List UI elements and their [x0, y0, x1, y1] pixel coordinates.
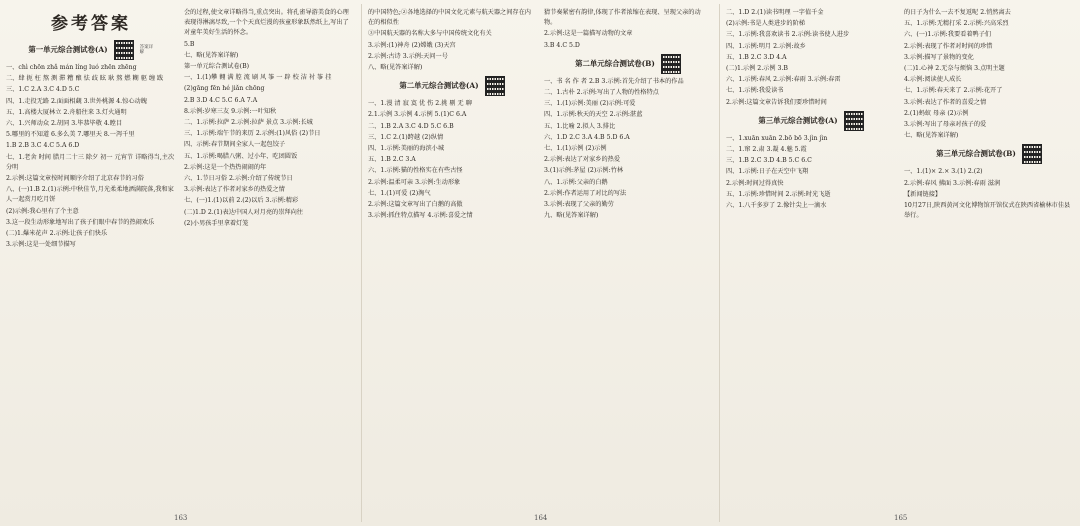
answer-line: 九、略(见答案详解) [544, 212, 599, 220]
answer-line: (二)1.D 2.(1)表达中国人对月亮的崇拜向往 [184, 208, 303, 216]
answer-line: 2.示例:古诗 3.示例:天问一号 [368, 52, 448, 60]
answer-line: 2.示例:这是一个热热闹闹的年 [184, 163, 267, 171]
answer-line: 三、1.C 2.(1)跨越 (2)纵情 [368, 133, 444, 141]
qr-code-icon [844, 111, 864, 131]
answer-line: 2.示例:这是一篇描写动物的文章 [544, 30, 633, 38]
answer-line: 七、1.(1)示例 (2)示例 [544, 145, 607, 153]
answer-line: 【新闻链接】 [904, 190, 942, 198]
page-165-column-2 [904, 8, 1074, 508]
answer-line: 2.示例:作者运用了对比的写法 [544, 189, 627, 197]
answer-line: 二、1.窜 2.肃 3.凝 4.魅 5.霞 [726, 146, 807, 154]
answer-line: 一、1.(1)攀 翱 满 腔 流 刷 风 筝 一 辟 校 洁 衬 筝 挂 [184, 74, 332, 82]
section-title: 第三单元综合测试卷(A) [758, 115, 838, 125]
page-163-column-2 [184, 8, 354, 508]
answer-line: 四、1.示例:美丽的海滨小城 [368, 145, 445, 153]
section-title: 第一单元综合测试卷(A) [28, 44, 108, 54]
page-number: 165 [894, 514, 908, 522]
answer-line: 六、1.示例:春风 2.示例:春雨 3.示例:春雷 [726, 76, 841, 84]
qr-code-icon [114, 40, 134, 60]
answer-line: 5.哪里的不知道 6.多么美 7.哪里天 8.一泻千里 [6, 131, 135, 139]
answer-line: 猜节奏紧密有韵律,体现了作者浓缩在表现、呈现父亲的动物。 [544, 9, 701, 27]
answer-line: 二、1.D 2.(1)读书明理 一字值千金 [726, 9, 824, 16]
answer-line: 六、1.八千多岁了 2.像针尖上一滴水 [726, 202, 827, 210]
answer-line: 第一单元综合测试卷(B) [184, 63, 250, 71]
answer-line: (二)1.爆米花声 2.示例:让孩子们快乐 [6, 230, 108, 238]
answer-line: (2)小男孩手里拿着灯笼 [184, 219, 249, 227]
answer-line: 五、1.高楼大厦林立 2.舟船往来 3.灯火通明 [6, 108, 127, 116]
answer-line: 八、略(见答案详解) [368, 64, 423, 72]
answer-list [368, 8, 536, 221]
page-164 [361, 4, 719, 522]
page-163 [0, 4, 360, 522]
answer-line: 3.示例:抓住特点描写 4.示例:喜爱之情 [368, 212, 473, 220]
section-heading [368, 76, 536, 96]
answer-line: 六、1.D 2.C 3.A 4.B 5.D 6.A [544, 133, 630, 141]
qr-label: 答案详解 [139, 45, 154, 55]
answer-line: 三、1.C 2.A 3.C 4.D 5.C [6, 86, 80, 94]
answer-line: 五、1.B 2.C 3.A [368, 156, 416, 164]
answer-line: 2.示例:时间过得真快 [726, 179, 784, 187]
qr-code-icon [1022, 144, 1042, 164]
section-heading [904, 144, 1074, 164]
answer-line: 三、1.(1)示例:美丽 (2)示例:可爱 [544, 100, 636, 108]
answer-line: 四、1.示例:明月 2.示例:故乡 [726, 42, 806, 50]
answer-line: 5.B [184, 40, 195, 48]
answer-line: 一、1.xuān xuān 2.bō bō 3.jìn jìn [726, 134, 828, 142]
answer-line: ③中国航天器的名称大多与中国传统文化有关 [368, 30, 492, 38]
section-heading [6, 40, 176, 60]
section-title: 第二单元综合测试卷(A) [399, 81, 479, 91]
answer-line: (2)示例:书是人类进步的阶梯 [726, 20, 805, 28]
answer-line: 一、chì chōn zhǎ mán líng luó zhēn zhēng [6, 64, 137, 71]
answer-list [904, 8, 1074, 221]
answer-line: 2.示例:表现了作者对时间的珍惜 [904, 42, 993, 50]
answer-line: 10月27日,陕西黄河文化博物馆开馆仪式在陕西省榆林市佳县举行。 [904, 202, 1071, 220]
answer-line: 3.示例:(1)神舟 (2)嫦娥 (3)天宫 [368, 41, 456, 49]
qr-code-icon [661, 54, 681, 74]
answer-line: 2.示例:春风 拂面 3.示例:春雨 滋润 [904, 179, 1001, 187]
answer-line: 一、书 名 作 者 2.B 3.示例:首先介绍了书本的作品 [544, 77, 684, 85]
answer-line: 二、肆 扼 枉 熬 测 滞 糟 酿 怯 歧 眩 耿 熬 燃 糊 驱 缠 跋 [6, 75, 164, 83]
answer-line: 四、1.示例:日子在天空中飞翔 [726, 168, 809, 176]
answer-line: 2.1.示例 3.示例 4.示例 5.(1)C 6.A [368, 111, 467, 119]
answer-list [184, 8, 354, 229]
page-165-column-1 [726, 8, 896, 508]
answer-line: 3.示例:描写了景物的变化 [904, 53, 974, 61]
answer-line: (二)1.示例 2.示例 3.B [726, 65, 788, 73]
answer-line: 2.(1)蚂蚁 母亲 (2)示例 [904, 109, 969, 117]
answer-line: 五、1.示例:喝腊八粥、过小年、吃团圆饭 [184, 152, 298, 160]
section-heading [544, 54, 712, 74]
answer-line: 五、1.比喻 2.拟人 3.排比 [544, 122, 616, 130]
answer-line: 3.示例:表达了作者对家乡的热爱之情 [184, 186, 285, 194]
answer-line: 8.示例:岁寒三友 9.示例:一叶知秋 [184, 107, 277, 115]
answer-line: (二)1.心神 2.无奈与烦恼 3.点明主题 [904, 65, 1005, 73]
answer-list [544, 8, 712, 221]
answer-line: 五、1.B 2.C 3.D 4.A [726, 53, 787, 61]
answer-list [6, 63, 176, 250]
answer-line: 七、略(见答案详解) [184, 51, 239, 59]
answer-line: 3.B 4.C 5.D [544, 41, 580, 49]
section-heading [726, 111, 896, 131]
answer-line: 1.B 2.B 3.C 4.C 5.A 6.D [6, 142, 80, 150]
answer-line: 2.示例:表达了对家乡的热爱 [544, 156, 621, 164]
answer-line: 七、略(见答案详解) [904, 132, 959, 140]
answer-line: 2.示例:这篇文章写出了白鹅的高傲 [368, 201, 463, 209]
answer-line: 六、1.兴师动众 2.胡同 3.毕恭毕敬 4.瞠目 [6, 120, 123, 128]
answer-line: 3.(1)示例:茅屋 (2)示例:竹林 [544, 167, 624, 175]
answer-line: 3.示例:表达了作者的喜爱之情 [904, 98, 987, 106]
answer-line: 七、1.老舍 时间 腊月二十三 除夕 初一 元宵节 详略得当,主次分明 [6, 153, 175, 171]
section-title: 第二单元综合测试卷(B) [575, 58, 655, 68]
answer-line: 3.示例:写出了母亲对孩子的爱 [904, 121, 987, 129]
page-165 [719, 4, 1080, 522]
answer-line: 三、1.B 2.C 3.D 4.B 5.C 6.C [726, 157, 812, 165]
answer-line: 3.示例:表现了父亲的勤劳 [544, 201, 614, 209]
answer-line: 七、(一)1.(1)以前 2.(2)以后 3.示例:精彩 [184, 197, 299, 205]
answer-line: 二、1.示例:拉萨 2.示例:拉萨 景点 3.示例:长城 [184, 119, 313, 127]
answer-line: 2.示例:温柔可亲 3.示例:生动形象 [368, 178, 461, 186]
page-164-column-1 [368, 8, 536, 508]
page-title: 参考答案 [51, 14, 131, 34]
answer-list [726, 8, 896, 211]
answer-line: 二、1.古朴 2.示例:写出了人物的性格特点 [544, 89, 659, 97]
answer-line: 五、1.示例:无精打采 2.示例:兴高采烈 [904, 20, 1009, 28]
answer-line: 的中国特色;②各地选择的中国文化元素与航天器之间存在内在的相似性 [368, 9, 531, 27]
answer-line: 一、1.漫 清 寂 寞 优 伤 2.挑 剔 无 聊 [368, 100, 472, 108]
answer-line: 2.示例:这篇文章按时间顺序介绍了北京春节的习俗 [6, 175, 144, 183]
answer-line: 八、(一)1.B 2.(1)示例:中秋佳节,月光柔柔地洒满院落,我和家人一起赏月吃月饼 [6, 186, 174, 204]
answer-line: 2.B 3.D 4.C 5.C 6.A 7.A [184, 96, 258, 104]
answer-line: (2)示例:我心里有了个主意 [6, 207, 79, 215]
answer-line: 七、1.示例:我爱读书 [726, 87, 784, 95]
answer-line: 六、(一)1.示例:我要看着鸭子们 [904, 31, 992, 39]
answer-line: 一、1.(1)× 2.× 3.(1) 2.(2) [904, 168, 983, 176]
answer-line: 四、示例:春节期间全家人一起包饺子 [184, 141, 286, 149]
answer-line: 的日子为什么一去不复返呢 2.悄然离去 [904, 9, 1011, 16]
answer-line: 三、1.示例:我喜欢读书 2.示例:读书使人进步 [726, 31, 850, 39]
answer-line: 3.这一段生动形象地写出了孩子们眼中春节的热闹欢乐 [6, 218, 155, 226]
answer-line: 八、1.示例:父亲的白鹅 [544, 178, 608, 186]
page-164-column-2 [544, 8, 712, 508]
answer-line: 七、1.示例:春天来了 2.示例:花开了 [904, 87, 1003, 95]
qr-code-icon [485, 76, 505, 96]
answer-line: 3.示例:这是一处细节描写 [6, 241, 76, 249]
answer-line: (2)gāng fēn hé jiǎn chōng [184, 85, 265, 93]
answer-line: 六、1.示例:猫的性格实在有些古怪 [368, 167, 463, 175]
answer-line: 四、1.示例:秋天的天空 2.示例:湛蓝 [544, 111, 643, 119]
page-163-column-1 [6, 8, 176, 508]
answer-line: 三、1.示例:端午节的来历 2.示例:(1)风俗 (2)节日 [184, 130, 321, 138]
page-number: 163 [174, 514, 188, 522]
answer-line: 4.示例:阅读使人成长 [904, 76, 962, 84]
answer-line: 会的过程,使文章详略得当,重点突出。将孔雀导游美食的心理表现得淋漓尽致,一个个天真烂漫的孩童形象跃然纸上,写出了对童年美好生活的怀念。 [184, 9, 349, 37]
answer-line: 2.示例:这篇文章告诉我们要珍惜时间 [726, 98, 827, 106]
answer-line: 四、1.走投无路 2.面面相觑 3.世外桃源 4.惊心动魄 [6, 97, 147, 105]
answer-line: 二、1.B 2.A 3.C 4.D 5.C 6.B [368, 122, 454, 130]
answer-line: 六、1.节日习俗 2.示例:介绍了传统节日 [184, 175, 293, 183]
section-title: 第三单元综合测试卷(B) [936, 149, 1016, 159]
page-number: 164 [534, 514, 548, 522]
answer-line: 七、1.(1)可爱 (2)淘气 [368, 189, 431, 197]
answer-line: 五、1.示例:珍惜时间 2.示例:时光飞逝 [726, 190, 831, 198]
